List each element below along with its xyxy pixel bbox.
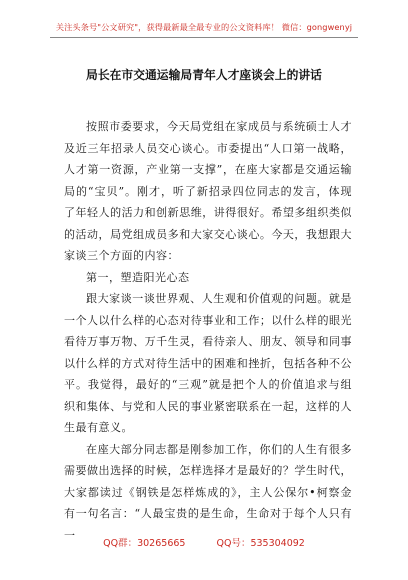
header-divider	[50, 37, 358, 38]
section-heading: 第一，塑造阳光心态	[86, 270, 190, 284]
footer-qq-number: QQ号：535304092	[216, 538, 305, 549]
document-body	[64, 116, 352, 546]
page-title: 局长在市交通运输局青年人才座谈会上的讲话	[86, 68, 322, 82]
header-banner: 关注头条号"公文研究"，获得最新最全最专业的公文资料库！ 微信：gongwenyj	[55, 22, 353, 32]
body-paragraph: 跟大家谈一谈世界观、人生观和价值观的问题。就是一个人以什么样的心态对待事业和工作；以什么样的眼光看待万事万物、万千生灵，看待亲人、朋友、领导和同事以什么样的方式对待生活中的困难和挫折，包括各种不公平。我觉得，最好的“三观”就是把个人的价值追求与组织和集体、与党和人民的事业紧密联系在一起，这样的人生最有意义。	[64, 292, 352, 434]
footer-contact	[0, 535, 408, 549]
body-paragraph: 在座大部分同志都是刚参加工作，你们的人生有很多需要做出选择的时候，怎样选择才是最好的？学生时代，大家都读过《钢铁是怎样炼成的》，主人公保尔•柯察金有一句名言：“人最宝贵的是生命，生命对于每个人只有一	[64, 442, 352, 542]
body-paragraph: 按照市委要求，今天局党组在家成员与系统硕士人才及近三年招录人员交心谈心。市委提出“人口第一战略，人才第一资源，产业第一支撑”，在座大家都是交通运输局的“宝贝”。刚才，听了新招录四位同志的发言，体现了年轻人的活力和创新思维，讲得很好。希望多组织类似的活动，局党组成员多和大家交心谈心。今天，我想跟大家谈三个方面的内容：	[64, 120, 352, 262]
footer-qq-group: QQ群：30265665	[103, 538, 186, 549]
